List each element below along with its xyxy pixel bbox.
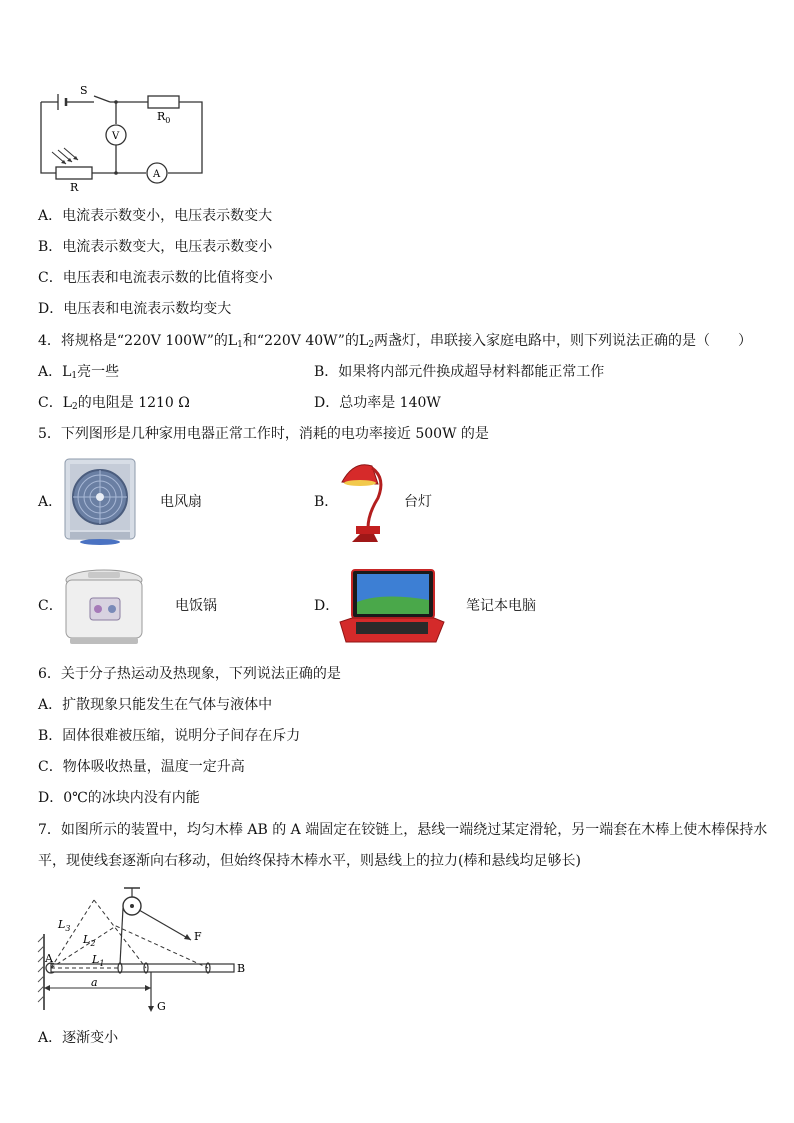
laptop-image: [338, 566, 446, 648]
q5-option-a-label: 电风扇: [160, 494, 202, 510]
fan-image: [62, 456, 138, 546]
q5-option-b-letter: B．: [314, 494, 339, 510]
q3-option-c: C．电压表和电流表示数的比值将变小: [38, 270, 273, 286]
q4-stem: 4．将规格是“220V 100W”的$L_1$和“220V 40W”的$L_2$两盏灯，串联接入家庭电路中，则下列说法正确的是（ ）: [38, 333, 752, 350]
q4-option-d: D．总功率是 140W: [314, 395, 441, 411]
q5-option-d-letter: D．: [314, 598, 340, 614]
q3-option-a: A．电流表示数变小，电压表示数变大: [38, 208, 273, 224]
rice-cooker-image: [60, 566, 148, 648]
voltmeter-label: V: [112, 131, 120, 142]
resistor-label: R: [70, 181, 79, 194]
q5-option-c-label: 电饭锅: [175, 598, 217, 614]
q3-option-b: B．电流表示数变大，电压表示数变小: [38, 239, 273, 255]
q4-option-c: C．$L_2$的电阻是 1210 Ω: [38, 395, 190, 412]
q6-option-c: C．物体吸收热量，温度一定升高: [38, 759, 245, 775]
q5-option-c-letter: C．: [38, 598, 63, 614]
q5-option-d-label: 笔记本电脑: [466, 598, 536, 614]
l2-label: $L_2$: [83, 933, 96, 948]
l3-label: $L_3$: [58, 918, 71, 933]
ammeter-label: A: [153, 169, 161, 180]
point-b-label: B: [237, 962, 246, 975]
q7-stem-line2: 平，现使线套逐渐向右移动，但始终保持木棒水平，则悬线上的拉力(棒和悬线均足够长): [38, 853, 581, 869]
point-a-label: A: [45, 952, 53, 965]
circuit-diagram: [36, 82, 208, 194]
q6-option-a: A．扩散现象只能发生在气体与液体中: [38, 697, 273, 713]
q6-option-b: B．固体很难被压缩，说明分子间存在斥力: [38, 728, 301, 744]
q6-option-d: D．0℃的冰块内没有内能: [38, 790, 200, 806]
l1-label: $L_1$: [92, 953, 105, 968]
q4-option-a: A．$L_1$亮一些: [38, 364, 120, 381]
desk-lamp-image: [338, 458, 390, 546]
q6-stem: 6．关于分子热运动及热现象，下列说法正确的是: [38, 666, 341, 682]
q5-stem: 5．下列图形是几种家用电器正常工作时，消耗的电功率接近 500W 的是: [38, 426, 489, 442]
lever-diagram: [36, 884, 252, 1016]
gravity-g-label: G: [157, 1000, 166, 1013]
q7-stem-line1: 7．如图所示的装置中，均匀木棒 AB 的 A 端固定在铰链上，悬线一端绕过某定滑轮，另一端套在木棒上使木棒保持水: [38, 822, 768, 838]
q3-option-d: D．电压表和电流表示数均变大: [38, 301, 232, 317]
distance-a-label: a: [91, 976, 98, 989]
q5-option-b-label: 台灯: [404, 494, 432, 510]
q5-option-a-letter: A．: [38, 494, 63, 510]
r0-label: $R_0$: [157, 110, 171, 125]
q7-option-a: A．逐渐变小: [38, 1030, 119, 1046]
switch-label: S: [80, 84, 88, 97]
force-f-label: F: [194, 930, 202, 943]
q4-option-b: B．如果将内部元件换成超导材料都能正常工作: [314, 364, 605, 380]
